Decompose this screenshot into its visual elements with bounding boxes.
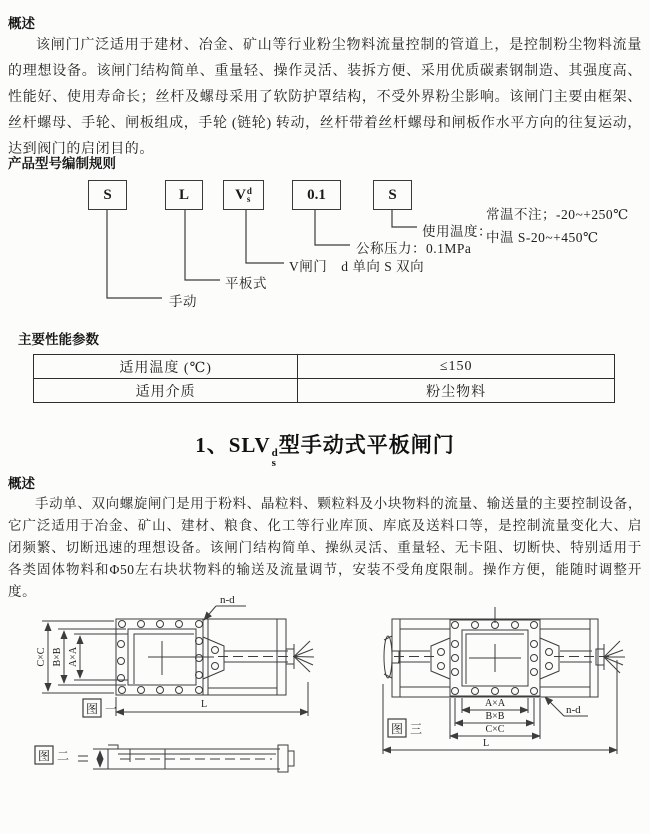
fig1-dim-aa-label: A×A bbox=[68, 646, 79, 668]
model-box-s2: S bbox=[373, 180, 412, 210]
performance-heading: 主要性能参数 bbox=[18, 332, 99, 347]
model-box-v-sub: s bbox=[246, 194, 251, 204]
fig3-right-handwheel bbox=[596, 641, 625, 673]
temp-note-line1: 常温不注；-20~+250℃ bbox=[486, 207, 629, 222]
connector-valve-type bbox=[246, 208, 284, 263]
fig1-drawing bbox=[36, 594, 314, 717]
model-box-v-sup: d bbox=[246, 186, 252, 196]
fig3-label-num: 三 bbox=[410, 722, 423, 736]
fig1-dim-l-label: L bbox=[200, 699, 208, 710]
callout-flat-type: 平板式 bbox=[225, 276, 267, 291]
connector-pressure bbox=[315, 208, 350, 245]
fig3-dim-cc-label: C×C bbox=[485, 724, 505, 735]
fig1-label bbox=[83, 699, 117, 717]
connector-flat-type bbox=[185, 208, 220, 280]
fig3-dim-l-label: L bbox=[482, 738, 490, 749]
fig3-dim-aa-label: A×A bbox=[484, 698, 506, 709]
figures-drawing bbox=[0, 585, 650, 834]
fig3-label bbox=[388, 719, 422, 737]
product-title-prefix: 1、SLV bbox=[195, 433, 271, 457]
model-box-pressure: 0.1 bbox=[292, 180, 341, 210]
connector-manual bbox=[107, 208, 162, 298]
temp-note-line2: 中温 S-20~+450℃ bbox=[486, 230, 599, 245]
table-row bbox=[34, 379, 615, 403]
product-title bbox=[0, 429, 650, 468]
fig3-dim-bb-label: B×B bbox=[485, 711, 505, 722]
overview-heading-1: 概述 bbox=[8, 16, 35, 31]
fig3-drawing bbox=[383, 607, 625, 754]
param-value-cell: 粉尘物料 bbox=[298, 379, 615, 403]
param-value-cell: ≤150 bbox=[298, 355, 615, 379]
product-title-sup: d bbox=[271, 447, 279, 459]
fig1-dim-cc-label: C×C bbox=[36, 647, 47, 667]
table-row bbox=[34, 355, 615, 379]
product-title-sub: s bbox=[271, 457, 277, 469]
fig2-label-num: 二 bbox=[57, 749, 70, 763]
overview-paragraph-2: 手动单、双向螺旋闸门是用于粉料、晶粒料、颗粒料及小块物料的流量、输送量的主要控制设备，它广泛适用于冶金、矿山、建材、粮食、化工等行业库顶、库底及送料口等，是控制流量变化大、启闭频繁、切断迅速的理想设备。该闸门结构简单、操纵灵活、重量轻、无卡阻、切断快、特别适用于各类固体物料和Φ50左右块状物料的输送及流量调节，安装不受角度限制。操作方便，能随时调整开度。 bbox=[8, 496, 642, 599]
callout-pressure: 公称压力：0.1MPa bbox=[356, 241, 472, 256]
param-label-cell: 适用温度 (℃) bbox=[34, 355, 298, 379]
overview-paragraph-1: 该闸门广泛适用于建材、冶金、矿山等行业粉尘物料流量控制的管道上，是控制粉尘物料流量的理想设备。该闸门结构简单、重量轻、操作灵活、装拆方便、采用优质碳素钢制造、其强度高、性能好、使用寿命长；丝杆及螺母采用了软防护罩结构，不受外界粉尘影响。该闸门主要由框架、丝杆螺母、手轮、闸板组成，手轮 (链轮) 转动，丝杆带着丝杆螺母和闸板作水平方向的往复运动，达到阀门的启闭目的。 bbox=[8, 38, 642, 157]
callout-temperature: 使用温度： bbox=[422, 224, 492, 239]
fig3-nd-label: n-d bbox=[566, 704, 581, 716]
product-title-supsub bbox=[272, 448, 279, 468]
model-diagram bbox=[0, 0, 650, 320]
fig2-drawing bbox=[35, 745, 294, 772]
model-box-l: L bbox=[165, 180, 203, 210]
overview-heading-2: 概述 bbox=[8, 476, 35, 491]
product-title-rest: 型手动式平板闸门 bbox=[278, 433, 455, 457]
model-box-v-main: V bbox=[235, 186, 246, 203]
model-box-v bbox=[223, 180, 264, 210]
model-box-s1: S bbox=[88, 180, 127, 210]
performance-table bbox=[33, 354, 615, 403]
fig2-label bbox=[35, 746, 69, 764]
fig1-label-num: 一 bbox=[105, 702, 118, 716]
callout-valve-type: V闸门 d 单向 S 双向 bbox=[289, 259, 425, 274]
fig1-nd-label: n-d bbox=[220, 594, 235, 606]
fig1-handwheel bbox=[286, 641, 314, 672]
fig1-dim-bb-label: B×B bbox=[52, 647, 63, 667]
model-rule-heading: 产品型号编制规则 bbox=[8, 156, 116, 171]
fig3-label-box-char: 图 bbox=[390, 722, 404, 736]
connector-temperature bbox=[392, 208, 417, 227]
param-label-cell: 适用介质 bbox=[34, 379, 298, 403]
fig1-label-box-char: 图 bbox=[85, 702, 99, 716]
fig2-label-box-char: 图 bbox=[37, 749, 51, 763]
model-box-v-supsub bbox=[247, 187, 252, 203]
callout-manual: 手动 bbox=[169, 294, 197, 309]
